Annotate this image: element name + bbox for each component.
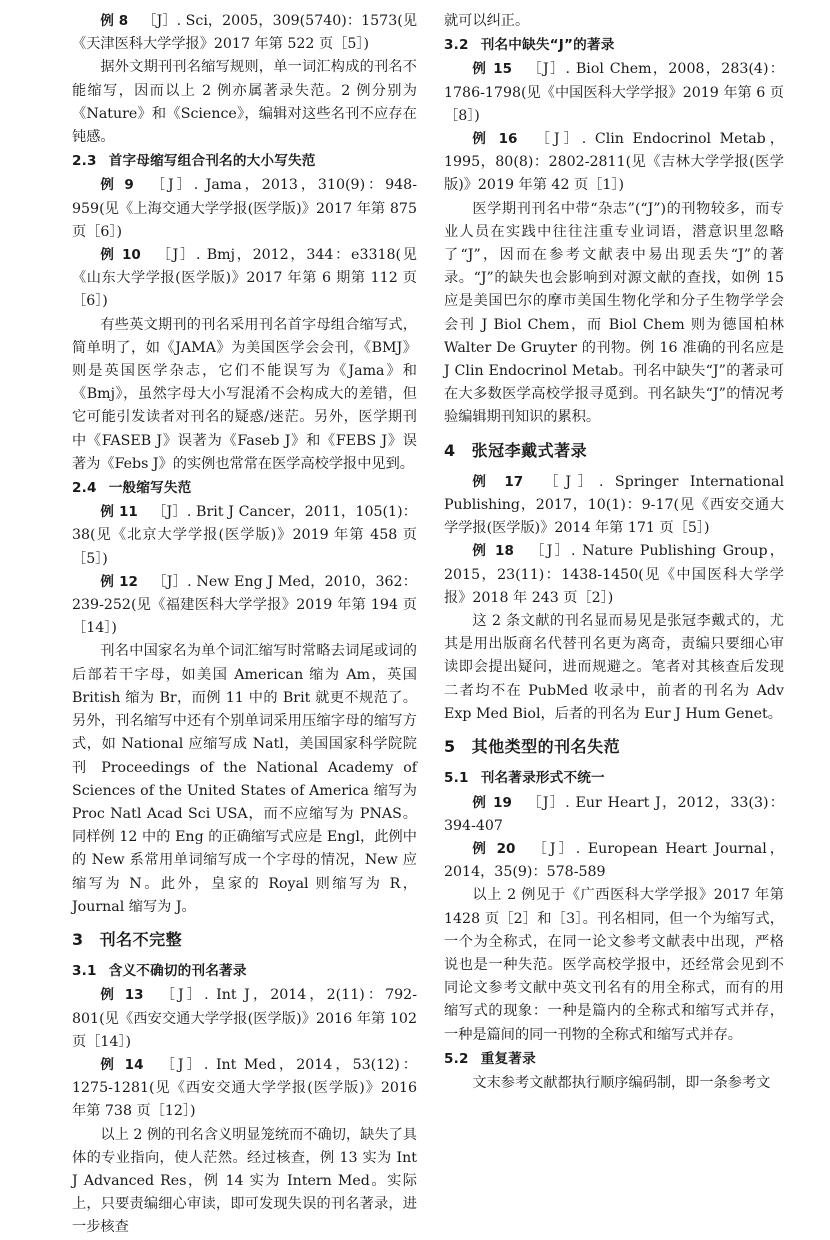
example-text: ［J］. Clin Endocrinol Metab，1995，80(8)：2802-2811(见《吉林大学学报(医学版)》2019 年第 42 页［1］): [444, 131, 784, 194]
example-text: ［J］. Brit J Cancer，2011，105(1)：38(见《北京大学学报(医学版)》2019 年第 458 页［5］): [72, 504, 417, 567]
subsection-number: 5.1: [444, 770, 469, 787]
subsection-title: 重复著录: [480, 1050, 536, 1067]
example-label: 例 18: [472, 543, 514, 560]
example-entry: [72, 501, 417, 571]
example-entry: [444, 792, 784, 838]
example-text: ［J］. Biol Chem，2008，283(4)：1786-1798(见《中国医科大学学报》2019 年第 6 页［8］): [444, 61, 784, 124]
subsection-heading: [444, 34, 784, 57]
subsection-title: 一般缩写失范: [108, 480, 192, 497]
left-column: [72, 10, 417, 1240]
subsection-number: 2.4: [72, 480, 97, 497]
paragraph: 这 2 条文献的刊名显而易见是张冠李戴式的，尤其是用出版商名代替刊名更为离奇，责编只要细心审读即会提出疑问，进而规避之。笔者对其核查后发现二者均不在 PubMed 收录中，前者的刊名为 Adv Exp Med Biol，后者的刊名为 Eur J Hum Genet。: [444, 613, 784, 722]
example-text: ［J］. Springer International Publishing，2017，10(1)：9-17(见《西安交通大学学报(医学版)》2014 年第 171 页［5］): [444, 473, 784, 537]
example-label: 例 9: [100, 177, 134, 194]
example-label: 例 12: [100, 573, 138, 590]
section-heading: [444, 439, 784, 462]
example-text: ［J］. Int J，2014，2(11)：792-801(见《西安交通大学学报(医学版)》2016 年第 102 页［14］): [72, 987, 417, 1050]
subsection-heading: [444, 767, 784, 790]
example-label: 例 20: [472, 840, 516, 857]
example-text: ［J］. Sci，2005，309(5740)：1573(见《天津医科大学学报》2017 年第 522 页［5］): [72, 13, 418, 53]
example-entry: [72, 10, 417, 56]
paragraph: 文末参考文献都执行顺序编码制，即一条参考文: [472, 1074, 771, 1091]
section-heading: [72, 928, 417, 951]
subsection-number: 3.1: [72, 963, 97, 980]
example-label: 例 8: [100, 13, 129, 29]
example-entry: [72, 571, 417, 641]
subsection-number: 5.2: [444, 1050, 469, 1067]
subsection-heading: [72, 477, 417, 500]
example-label: 例 15: [472, 61, 513, 78]
example-entry: [72, 174, 417, 244]
section-title: 其他类型的刊名失范: [471, 737, 621, 757]
example-label: 例 13: [100, 987, 144, 1004]
example-text: ［J］. Nature Publishing Group，2015，23(11)：1438-1450(见《中国医科大学学报》2018 年 243 页［2］): [444, 543, 784, 606]
paragraph: 刊名中国家名为单个词汇缩写时常略去词尾或词的后部若干字母，如美国 American 缩为 Am，英国 British 缩为 Br，而例 11 中的 Brit 就更不规范了。另外，刊名缩写中还有个别单词采用压缩字母的缩写方式，如 National 应缩写成 Natl，美国国家科学院院刊 Proceedings of the National Academy of Sciences of the United States of America 缩写为 Proc Natl Acad Sci USA，而不应缩写为 PNAS。同样例 12 中的 Eng 的正确缩写式应是 Engl，此例中的 New 系常用单词缩写成一个字母的情况，New 应缩写为 N。此外，皇家的 Royal 则缩写为 R，Journal 缩写为 J。: [72, 643, 417, 915]
example-text: ［J］. New Eng J Med，2010，362：239-252(见《福建医科大学学报》2019 年第 194 页［14］): [72, 573, 417, 637]
example-text: ［J］. European Heart Journal，2014，35(9)：578-589: [444, 840, 784, 881]
subsection-number: 2.3: [72, 153, 97, 170]
example-entry: [72, 984, 417, 1054]
example-label: 例 19: [472, 794, 512, 811]
example-text: ［J］. Bmj，2012，344：e3318(见《山东大学学报(医学版)》2017 年第 6 期第 112 页［6］): [72, 247, 417, 310]
subsection-heading: [72, 960, 417, 983]
section-title: 刊名不完整: [99, 929, 183, 949]
example-entry: [444, 540, 784, 610]
section-number: 4: [444, 440, 456, 460]
example-text: ［J］. Jama，2013，310(9)：948-959(见《上海交通大学学报(医学版)》2017 年第 875 页［6］): [72, 177, 418, 240]
example-label: 例 16: [472, 131, 518, 148]
subsection-title: 首字母缩写组合刊名的大小写失范: [108, 153, 316, 170]
example-entry: [72, 1054, 417, 1124]
paragraph-continuation: 就可以纠正。: [444, 13, 530, 29]
example-text: ［J］. Int Med，2014，53(12)：1275-1281(见《西安交通大学学报(医学版)》2016 年第 738 页［12］): [72, 1056, 417, 1120]
example-entry: [444, 128, 784, 198]
subsection-title: 刊名著录形式不统一: [480, 770, 605, 787]
example-label: 例 10: [100, 247, 141, 264]
example-entry: [72, 244, 417, 314]
example-entry: [444, 838, 784, 884]
section-number: 5: [444, 737, 456, 757]
paragraph: 医学期刊刊名中带“杂志”(“J”)的刊物较多，而专业人员在实践中往往注重专业词语，潜意识里忽略了“J”，因而在参考文献表中易出现丢失“J”的著录。“J”的缺失也会影响到对源文献的查找，如例 15 应是美国巴尔的摩市美国生物化学和分子生物学学会会刊 J Biol Chem，而 Biol Chem 则为德国柏林 Walter De Gruyter 的刊物。例 16 准确的刊名应是 J Clin Endocrinol Metab。刊名中缺失“J”的著录可在大多数医学高校学报寻觅到。刊名缺失“J”的情况考验编辑期刊知识的累积。: [444, 200, 784, 426]
example-entry: [444, 58, 784, 128]
section-number: 3: [72, 929, 84, 949]
example-entry: [444, 471, 784, 541]
paragraph: 有些英文期刊的刊名采用刊名首字母组合缩写式，简单明了，如《JAMA》为美国医学会会刊，《BMJ》则是英国医学杂志，它们不能误写为《Jama》和《Bmj》，虽然字母大小写混淆不会构成大的差错，但它可能引发读者对刊名的疑惑/迷茫。另外，医学期刊中《FASEB J》误著为《Faseb J》和《FEBS J》误著为《Febs J》的实例也常常在医学高校学报中见到。: [72, 316, 417, 472]
subsection-title: 含义不确切的刊名著录: [108, 963, 247, 980]
section-heading: [444, 735, 784, 758]
example-label: 例 11: [100, 504, 138, 521]
subsection-heading: [444, 1048, 784, 1071]
example-text: ［J］. Eur Heart J，2012，33(3)：394-407: [444, 794, 784, 834]
subsection-number: 3.2: [444, 37, 469, 54]
example-label: 例 17: [472, 473, 524, 490]
paragraph: 据外文期刊刊名缩写规则，单一词汇构成的刊名不能缩写，因而以上 2 例亦属著录失范。2 例分别为《Nature》和《Science》，编辑对这些名刊不应存在钝感。: [72, 59, 417, 146]
paragraph: 以上 2 例见于《广西医科大学学报》2017 年第 1428 页［2］和［3］。刊名相同，但一个为缩写式，一个为全称式，在同一论文参考文献表中出现，严格说也是一种失范。医学高校学报中，还经常会见到不同论文参考文献中英文刊名有的用全称式，而有的用缩写式的现象：一种是篇内的全称式和缩写式并存，一种是篇间的同一刊物的全称式和缩写式并存。: [444, 887, 784, 1043]
section-title: 张冠李戴式著录: [471, 440, 588, 460]
example-label: 例 14: [100, 1056, 144, 1073]
paragraph: 以上 2 例的刊名含义明显笼统而不确切，缺失了具体的专业指向，使人茫然。经过核查，例 13 实为 Int J Advanced Res，例 14 实为 Intern Med。实际上，只要责编细心审读，即可发现失误的刊名著录，进一步核查: [72, 1126, 417, 1236]
subsection-heading: [72, 150, 417, 173]
right-column: [444, 10, 784, 1095]
subsection-title: 刊名中缺失“J”的著录: [480, 37, 615, 54]
